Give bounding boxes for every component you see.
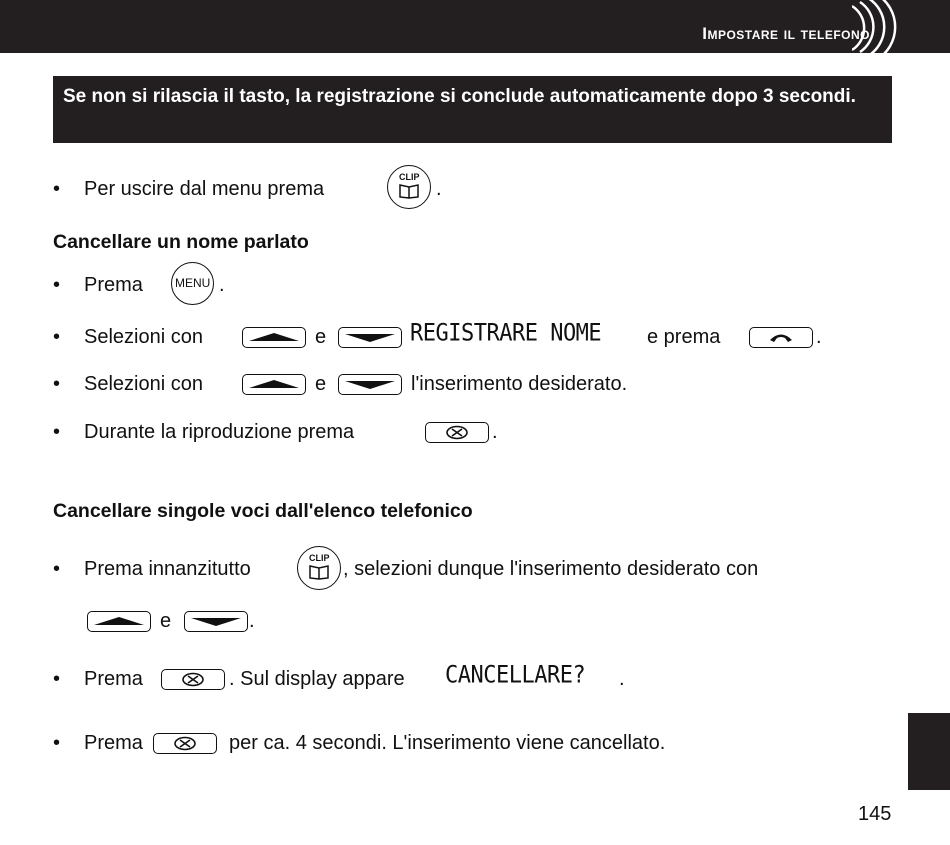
section-heading: Cancellare un nome parlato bbox=[53, 231, 309, 253]
clip-key-label: CLIP bbox=[399, 172, 420, 182]
display-text: REGISTRARE NOME bbox=[410, 319, 602, 348]
list-item-end: . bbox=[436, 178, 442, 200]
list-item-text: Prema bbox=[84, 732, 143, 754]
clip-key[interactable] bbox=[297, 546, 341, 590]
conjunction: e bbox=[160, 610, 172, 632]
bullet: • bbox=[53, 178, 61, 200]
down-arrow-icon bbox=[339, 328, 401, 347]
call-key[interactable] bbox=[749, 327, 813, 348]
sound-wave-icon bbox=[852, 0, 898, 53]
delete-icon bbox=[426, 423, 488, 442]
section-heading: Cancellare singole voci dall'elenco telefonico bbox=[53, 500, 473, 522]
menu-key-label: MENU bbox=[175, 276, 211, 290]
list-item-end: . bbox=[816, 326, 822, 348]
up-arrow-icon bbox=[243, 328, 305, 347]
delete-icon bbox=[154, 734, 216, 753]
clip-key[interactable] bbox=[387, 165, 431, 209]
list-item-text: Prema innanzitutto bbox=[84, 558, 251, 580]
chapter-tab bbox=[908, 713, 950, 790]
bullet: • bbox=[53, 558, 61, 580]
list-item-mid: . Sul display appare bbox=[229, 668, 405, 690]
header-title: Impostare il telefono bbox=[702, 24, 870, 43]
page-number: 145 bbox=[858, 803, 892, 825]
list-item-end: per ca. 4 secondi. L'inserimento viene cancellato. bbox=[229, 732, 666, 754]
list-item-end: l'inserimento desiderato. bbox=[411, 373, 628, 395]
list-item-text: Per uscire dal menu prema bbox=[84, 178, 325, 200]
bullet: • bbox=[53, 732, 61, 754]
display-text: CANCELLARE? bbox=[445, 661, 586, 690]
list-item-text: Durante la riproduzione prema bbox=[84, 421, 355, 443]
list-item-text: Prema bbox=[84, 668, 143, 690]
phonebook-icon bbox=[399, 183, 419, 199]
up-key[interactable] bbox=[242, 327, 306, 348]
bullet: • bbox=[53, 668, 61, 690]
delete-key[interactable] bbox=[153, 733, 217, 754]
note-box bbox=[53, 76, 892, 143]
bullet: • bbox=[53, 373, 61, 395]
down-key[interactable] bbox=[338, 374, 402, 395]
phone-handset-icon bbox=[750, 328, 812, 347]
up-arrow-icon bbox=[243, 375, 305, 394]
list-item-end: . bbox=[219, 274, 225, 296]
note-text: Se non si rilascia il tasto, la registrazione si conclude automaticamente dopo 3 secondi. bbox=[63, 86, 856, 107]
up-key[interactable] bbox=[242, 374, 306, 395]
list-item-text: Selezioni con bbox=[84, 373, 203, 395]
list-item-mid: e prema bbox=[647, 326, 721, 348]
down-arrow-icon bbox=[185, 612, 247, 631]
list-item-text: Selezioni con bbox=[84, 326, 203, 348]
list-item-end: . bbox=[492, 421, 498, 443]
delete-icon bbox=[162, 670, 224, 689]
bullet: • bbox=[53, 326, 61, 348]
delete-key[interactable] bbox=[161, 669, 225, 690]
bullet: • bbox=[53, 274, 61, 296]
list-item-end: . bbox=[619, 668, 625, 690]
page-header bbox=[0, 0, 950, 53]
down-arrow-icon bbox=[339, 375, 401, 394]
up-arrow-icon bbox=[88, 612, 150, 631]
conjunction: e bbox=[315, 326, 327, 348]
menu-key[interactable] bbox=[171, 262, 214, 305]
delete-key[interactable] bbox=[425, 422, 489, 443]
down-key[interactable] bbox=[338, 327, 402, 348]
bullet: • bbox=[53, 421, 61, 443]
list-item-end: . bbox=[249, 610, 255, 632]
phonebook-icon bbox=[309, 564, 329, 580]
conjunction: e bbox=[315, 373, 327, 395]
clip-key-label: CLIP bbox=[309, 553, 330, 563]
down-key[interactable] bbox=[184, 611, 248, 632]
up-key[interactable] bbox=[87, 611, 151, 632]
list-item-text: Prema bbox=[84, 274, 143, 296]
list-item-mid: , selezioni dunque l'inserimento desiderato con bbox=[343, 558, 759, 580]
